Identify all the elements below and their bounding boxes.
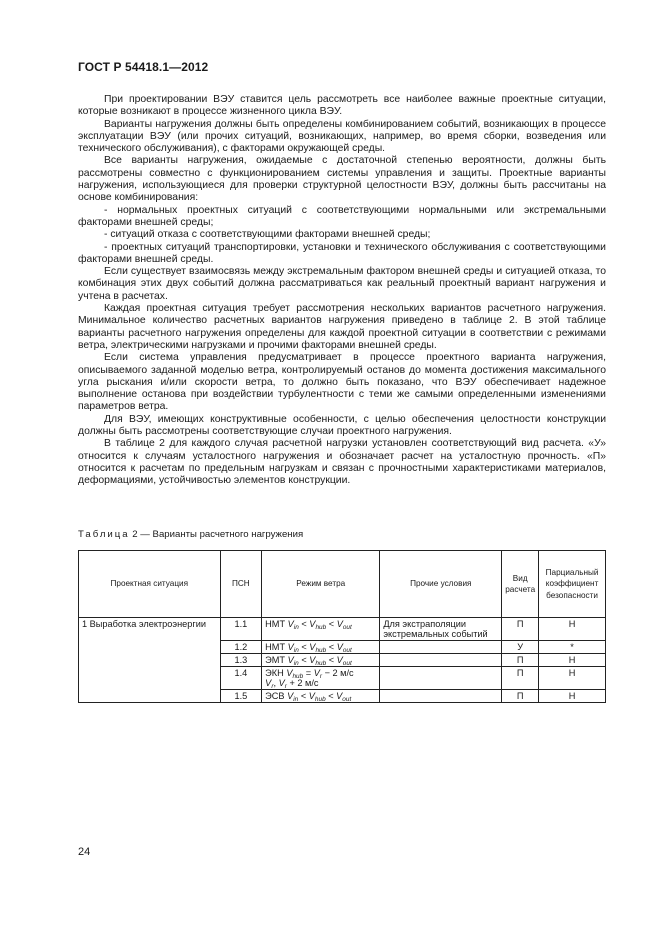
- psn-cell: 1.4: [220, 667, 262, 690]
- psn-cell: 1.3: [220, 654, 262, 667]
- calc-cell: П: [502, 654, 539, 667]
- body-text: [78, 94, 606, 488]
- calc-cell: П: [502, 690, 539, 703]
- table-header-row: [79, 551, 606, 618]
- wind-cell: ЭСВ $V_{in} < V_{hub} < V_{out}$: [262, 690, 380, 703]
- calc-cell: П: [502, 618, 539, 641]
- paragraph: В таблице 2 для каждого случая расчетной нагрузки установлен соответствующий вид расчета. «У» относится к случаям усталостного нагружения и обозначает расчет на усталостную прочность. «П» относится к расчетам по предельным нагрузкам и связан с прочностными характеристиками материалов, деформациями, устойчивостью элементов конструкции.: [78, 438, 606, 487]
- paragraph: При проектировании ВЭУ ставится цель рассмотреть все наиболее важные проектные ситуации, которые возникают в процессе жизненного цикла ВЭУ.: [78, 94, 606, 118]
- table-caption: [78, 529, 303, 540]
- factor-cell: Н: [539, 618, 606, 641]
- table-caption-text: 2 — Варианты расчетного нагружения: [132, 529, 304, 540]
- list-item: - проектных ситуаций транспортировки, установки и технического обслуживания с соответствующими факторами внешней среды.: [78, 241, 606, 265]
- header-calc: Вид расчета: [502, 551, 539, 618]
- paragraph: Для ВЭУ, имеющих конструктивные особенности, с целью обеспечения целостности конструкции должны быть рассмотрены соответствующие случаи проектного нагружения.: [78, 413, 606, 438]
- list-item: - ситуаций отказа с соответствующими факторами внешней среды;: [104, 229, 431, 241]
- calc-cell: П: [502, 667, 539, 690]
- paragraph: Каждая проектная ситуация требует рассмотрения нескольких вариантов расчетного нагружения. Минимальное количество расчетных вариантов нагружения приведено в таблице 2. В этой таблице варианты расчетного нагружения определены для каждой проектной ситуации в соответствии с режимами ветра, электрическими нагрузками и прочими факторами внешней среды.: [78, 303, 606, 351]
- psn-cell: 1.2: [220, 641, 262, 654]
- factor-cell: Н: [539, 654, 606, 667]
- factor-cell: Н: [539, 667, 606, 690]
- factor-cell: Н: [539, 690, 606, 703]
- header-wind: Режим ветра: [262, 551, 380, 618]
- calc-cell: У: [502, 641, 539, 654]
- header-situation: Проектная ситуация: [79, 551, 221, 618]
- page-number: 24: [78, 846, 91, 858]
- other-cell: Для экстраполяции экстремальных событий: [380, 618, 502, 641]
- wind-cell: НМТ $V_{in} < V_{hub} < V_{out}$: [262, 618, 380, 641]
- wind-cell: ЭМТ $V_{in} < V_{hub} < V_{out}$: [262, 654, 380, 667]
- paragraph: Варианты нагружения должны быть определены комбинированием событий, возникающих в процессе эксплуатации ВЭУ (или прочих ситуаций, возникающих, например, во время сборки, возведения или технического обслуживания), с факторами окружающей среды.: [78, 118, 606, 155]
- header-factor: Парциальный коэффициент безопасности: [539, 551, 606, 618]
- paragraph: Если существует взаимосвязь между экстремальным фактором внешней среды и ситуацией отказа, то комбинация этих двух событий должна рассматриваться как реальный проектный вариант нагружения и учтена в расчетах.: [78, 266, 606, 302]
- paragraph: Все варианты нагружения, ожидаемые с достаточной степенью вероятности, должны быть рассмотрены совместно с функционированием системы управления и защиты. Проектные варианты нагружения, использующиеся для проверки структурной целостности ВЭУ, должны быть рассчитаны на основе комбинирования:: [78, 155, 606, 204]
- other-cell: [380, 667, 502, 690]
- wind-cell: НМТ $V_{in} < V_{hub} < V_{out}$: [262, 641, 380, 654]
- table-caption-prefix: Таблица: [78, 529, 130, 540]
- header-psn: ПСН: [220, 551, 262, 618]
- document-header: ГОСТ Р 54418.1—2012: [78, 60, 209, 74]
- load-cases-table: [78, 550, 606, 703]
- situation-cell: 1 Выработка электроэнергии: [79, 618, 221, 703]
- table-row: [79, 618, 606, 641]
- psn-cell: 1.1: [220, 618, 262, 641]
- list-item: - нормальных проектных ситуаций с соответствующими нормальными или экстремальными факторами внешней среды;: [78, 204, 606, 228]
- paragraph: Если система управления предусматривает в процессе проектного варианта нагружения, описываемого заданной моделью ветра, контролируемый останов до момента достижения максимального угла рыскания и/или скорости ветра, то должно быть показано, что ВЭУ обеспечивает надежное выполнение останова при воздействии турбулентности с теми же самыми определенными изменениями параметров ветра.: [78, 352, 606, 413]
- psn-cell: 1.5: [220, 690, 262, 703]
- factor-cell: *: [539, 641, 606, 654]
- other-cell: [380, 690, 502, 703]
- other-cell: [380, 641, 502, 654]
- wind-cell: ЭКН $V_{hub} = V_r - 2$ м/с $V_r$, $V_r + 2$ м/с: [262, 667, 380, 690]
- other-cell: [380, 654, 502, 667]
- header-other: Прочие условия: [380, 551, 502, 618]
